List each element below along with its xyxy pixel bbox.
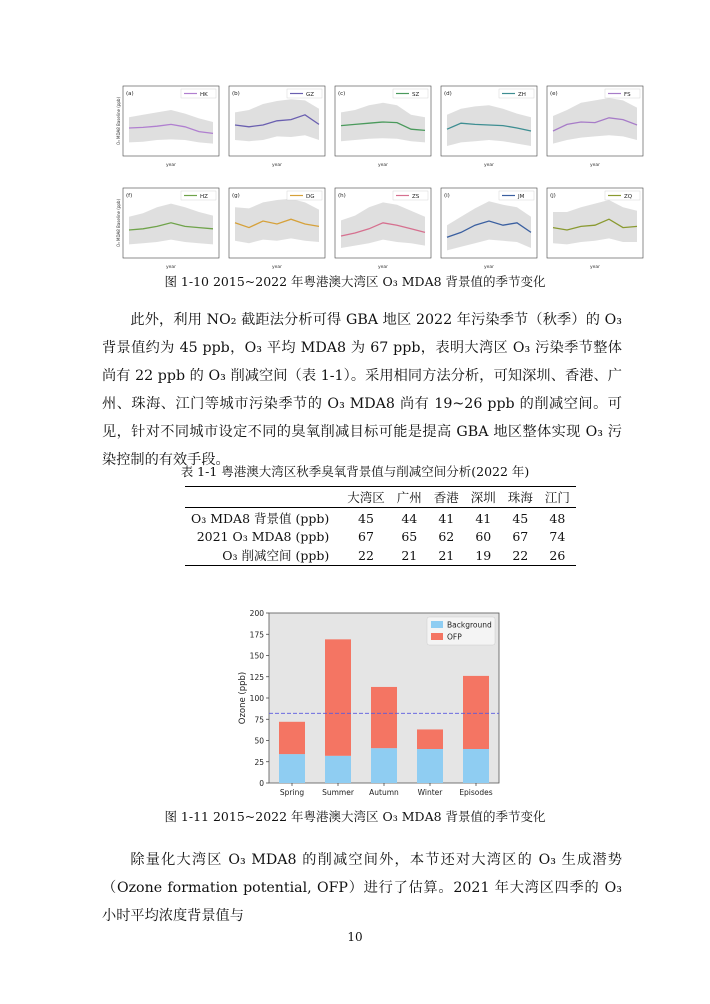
panel-letter: (i) (444, 193, 450, 199)
legend (427, 617, 495, 645)
panel-letter: (j) (550, 193, 556, 199)
x-axis-label: year (377, 163, 389, 168)
bar-background (325, 756, 351, 783)
table-cell: 21 (401, 547, 418, 563)
city-panel-hk (116, 86, 219, 168)
panel-letter: (f) (126, 193, 133, 199)
bar-ofp (417, 729, 443, 749)
table-cell: 48 (549, 510, 566, 526)
table-cell: 67 (512, 529, 529, 544)
table-row (185, 545, 576, 566)
legend-label: ZH (518, 92, 526, 98)
bar-ofp (279, 722, 305, 754)
x-axis-label: year (483, 163, 495, 168)
table-header-cell: 香港 (433, 490, 459, 505)
y-axis-label: O₃ MDA8 Baseline (ppb) (116, 96, 121, 146)
table-cell: 41 (438, 510, 455, 526)
legend-label: HZ (200, 194, 208, 200)
table-header-cell: 广州 (396, 490, 422, 505)
x-axis-label: year (165, 265, 177, 270)
y-axis-label: Ozone (ppb) (238, 671, 248, 725)
table-1-1-title: 表 1-1 粤港澳大湾区秋季臭氧背景值与削减空间分析(2022 年) (180, 464, 530, 479)
legend-swatch (431, 621, 443, 628)
figure-1-11-caption: 图 1-11 2015~2022 年粤港澳大湾区 O₃ MDA8 背景值的季节变化 (164, 809, 546, 824)
table-cell: 22 (512, 547, 529, 563)
paragraph-1-text: 此外，利用 NO₂ 截距法分析可得 GBA 地区 2022 年污染季节（秋季）的 O₃ 背景值约为 45 ppb，O₃ 平均 MDA8 为 67 ppb，表明大湾区 O₃ 污染季节整体尚有 22 ppb 的 O₃ 削减空间（表 1-1）。采用相同方法分析，可知深圳、香港、广州、珠海、江门等城市污染季节的 O₃ MDA8 尚有 19~26 ppb 的削减空间。可见，针对不同城市设定不同的臭氧削减目标可能是提高 GBA 地区整体实现 O₃ 污染控制的有效手段。 (102, 312, 622, 468)
table-cell: 45 (512, 510, 529, 526)
figure-1-10-caption: 图 1-10 2015~2022 年粤港澳大湾区 O₃ MDA8 背景值的季节变化 (164, 274, 546, 289)
y-tick-label: 75 (254, 715, 264, 725)
table-cell: 21 (438, 547, 455, 563)
legend-label: JM (518, 194, 525, 200)
x-axis-label: year (377, 265, 389, 270)
city-panel-gz (229, 86, 325, 168)
legend-swatch (431, 633, 443, 640)
city-panel-zs (335, 188, 431, 270)
city-panel-sz (335, 86, 431, 168)
y-tick-label: 175 (249, 630, 264, 640)
row-label: 2021 O₃ MDA8 (ppb) (196, 529, 330, 544)
x-tick-label: Episodes (459, 788, 493, 797)
y-tick-label: 25 (254, 757, 264, 767)
table-cell: 41 (475, 510, 492, 526)
y-tick-label: 200 (249, 609, 264, 618)
y-tick-label: 125 (249, 672, 264, 682)
legend-label: HK (200, 92, 208, 98)
table-header-cell: 深圳 (470, 490, 496, 505)
row-label: O₃ MDA8 背景值 (ppb) (191, 511, 330, 526)
page-number: 10 (347, 930, 363, 944)
table-row (185, 528, 576, 545)
x-axis-label: year (271, 163, 283, 168)
x-axis-label: year (165, 163, 177, 168)
table-cell: 62 (438, 529, 455, 544)
panel-letter: (e) (550, 91, 558, 97)
y-tick-label: 150 (249, 651, 264, 661)
city-panel-fs (547, 86, 643, 168)
legend-label: SZ (412, 92, 420, 98)
x-axis-label: year (483, 265, 495, 270)
bar-ofp (463, 676, 489, 749)
x-tick-label: Winter (417, 788, 443, 797)
bar-background (371, 748, 397, 783)
legend-label: OFP (447, 632, 462, 642)
table-header-cell: 大湾区 (347, 490, 385, 505)
panel-letter: (d) (444, 91, 452, 97)
y-tick-label: 0 (259, 779, 264, 788)
legend-label: ZS (412, 194, 420, 200)
x-tick-label: Autumn (369, 788, 399, 797)
bar-background (463, 749, 489, 783)
bar-background (279, 754, 305, 783)
x-tick-label: Summer (322, 788, 354, 797)
table-cell: 45 (358, 510, 374, 526)
x-tick-label: Spring (279, 788, 305, 797)
x-axis-label: year (589, 265, 601, 270)
table-header-cell: 珠海 (507, 490, 533, 505)
table-header-cell: 江门 (544, 490, 570, 505)
city-panel-jm (441, 188, 537, 270)
bar-ofp (371, 687, 397, 748)
paragraph-2-text: 除量化大湾区 O₃ MDA8 的削减空间外，本节还对大湾区的 O₃ 生成潜势（Ozone formation potential, OFP）进行了估算。2021 年大湾区四季的 O₃ 小时平均浓度背景值与 (102, 852, 622, 924)
row-label: O₃ 削减空间 (ppb) (222, 548, 330, 563)
legend-label: Background (447, 620, 492, 630)
table-cell: 22 (358, 547, 374, 563)
bar-background (417, 749, 443, 783)
bar-ofp (325, 639, 351, 755)
table-cell: 19 (475, 547, 492, 563)
city-panel-dg (229, 188, 325, 270)
table-cell: 74 (549, 529, 566, 544)
table-row (185, 508, 576, 529)
legend-label: DG (306, 194, 315, 200)
city-panel-zh (441, 86, 537, 168)
figure-1-10-panels (115, 80, 635, 270)
panel-letter: (g) (232, 193, 240, 199)
table-cell: 60 (475, 529, 492, 544)
table-corner (185, 487, 341, 508)
table-cell: 65 (401, 529, 418, 544)
y-tick-label: 100 (249, 694, 264, 703)
panel-letter: (c) (338, 91, 346, 97)
figure-1-11-bar-chart (235, 605, 505, 800)
table-header-row (185, 487, 576, 508)
panel-letter: (b) (232, 91, 240, 97)
table-cell: 67 (358, 529, 374, 544)
panel-letter: (h) (338, 193, 346, 199)
y-axis-label: O₃ MDA8 Baseline (ppb) (116, 198, 121, 248)
x-axis-label: year (271, 265, 283, 270)
legend-label: GZ (306, 92, 315, 98)
table-1-1 (185, 486, 576, 566)
table-cell: 44 (401, 510, 418, 526)
legend-label: ZQ (624, 194, 633, 200)
legend-label: FS (624, 92, 631, 98)
body-paragraph-2 (102, 846, 622, 930)
y-tick-label: 50 (254, 736, 264, 746)
table-cell: 26 (549, 547, 566, 563)
body-paragraph-1 (102, 306, 622, 474)
city-panel-zq (547, 188, 643, 270)
x-axis-label: year (589, 163, 601, 168)
city-panel-hz (116, 188, 219, 270)
panel-letter: (a) (126, 91, 134, 97)
